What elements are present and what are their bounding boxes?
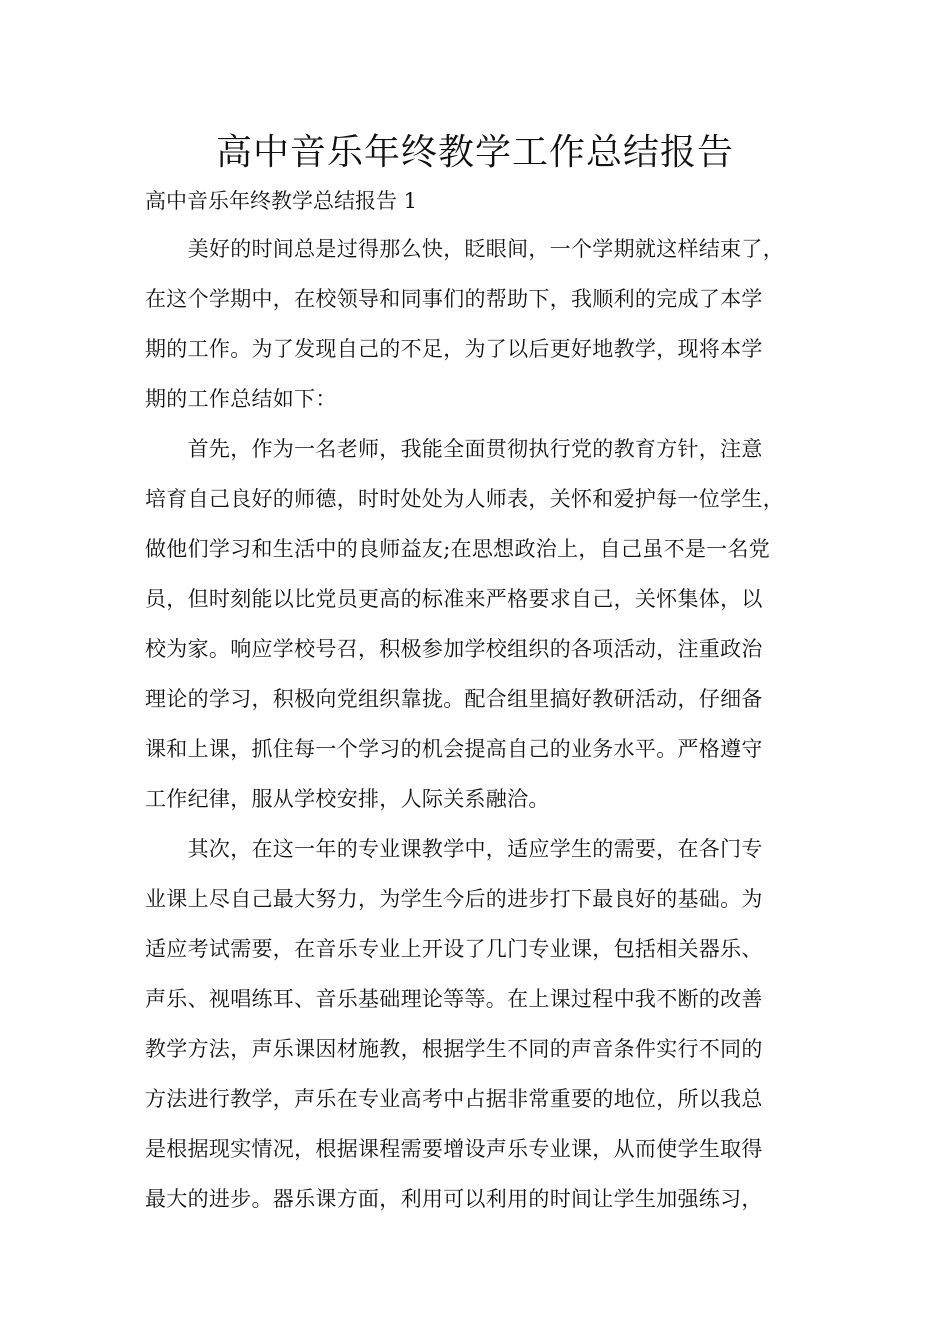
body-line: 做他们学习和生活中的良师益友;在思想政治上，自己虽不是一名党 — [145, 537, 771, 561]
body-line: 业课上尽自己最大努力，为学生今后的进步打下最良好的基础。为 — [145, 887, 763, 911]
body-line: 员，但时刻能以比党员更高的标准来严格要求自己，关怀集体，以 — [145, 587, 763, 611]
body-line: 美好的时间总是过得那么快，眨眼间，一个学期就这样结束了， — [145, 237, 784, 261]
body-line: 校为家。响应学校号召，积极参加学校组织的各项活动，注重政治 — [145, 637, 763, 661]
body-line: 培育自己良好的师德，时时处处为人师表，关怀和爱护每一位学生， — [145, 487, 784, 511]
body-line: 首先，作为一名老师，我能全面贯彻执行党的教育方针，注意 — [145, 437, 763, 461]
body-line: 课和上课，抓住每一个学习的机会提高自己的业务水平。严格遵守 — [145, 737, 763, 761]
body-line: 是根据现实情况，根据课程需要增设声乐专业课，从而使学生取得 — [145, 1137, 763, 1161]
body-line: 教学方法，声乐课因材施教，根据学生不同的声音条件实行不同的 — [145, 1037, 763, 1061]
body-line: 方法进行教学，声乐在专业高考中占据非常重要的地位，所以我总 — [145, 1087, 763, 1111]
body-line: 适应考试需要，在音乐专业上开设了几门专业课，包括相关器乐、 — [145, 937, 763, 961]
body-line: 理论的学习，积极向党组织靠拢。配合组里搞好教研活动，仔细备 — [145, 687, 763, 711]
body-line: 其次，在这一年的专业课教学中，适应学生的需要，在各门专 — [145, 837, 763, 861]
body-line: 工作纪律，服从学校安排，人际关系融洽。 — [145, 787, 550, 811]
body-line: 在这个学期中，在校领导和同事们的帮助下，我顺利的完成了本学 — [145, 287, 763, 311]
body-line: 声乐、视唱练耳、音乐基础理论等等。在上课过程中我不断的改善 — [145, 987, 763, 1011]
body-line: 最大的进步。器乐课方面，利用可以利用的时间让学生加强练习， — [145, 1187, 763, 1211]
body-line: 期的工作。为了发现自己的不足，为了以后更好地教学，现将本学 — [145, 337, 763, 361]
document-subtitle: 高中音乐年终教学总结报告 1 — [145, 189, 418, 213]
body-line: 期的工作总结如下： — [145, 387, 337, 411]
document-title: 高中音乐年终教学工作总结报告 — [215, 132, 734, 173]
